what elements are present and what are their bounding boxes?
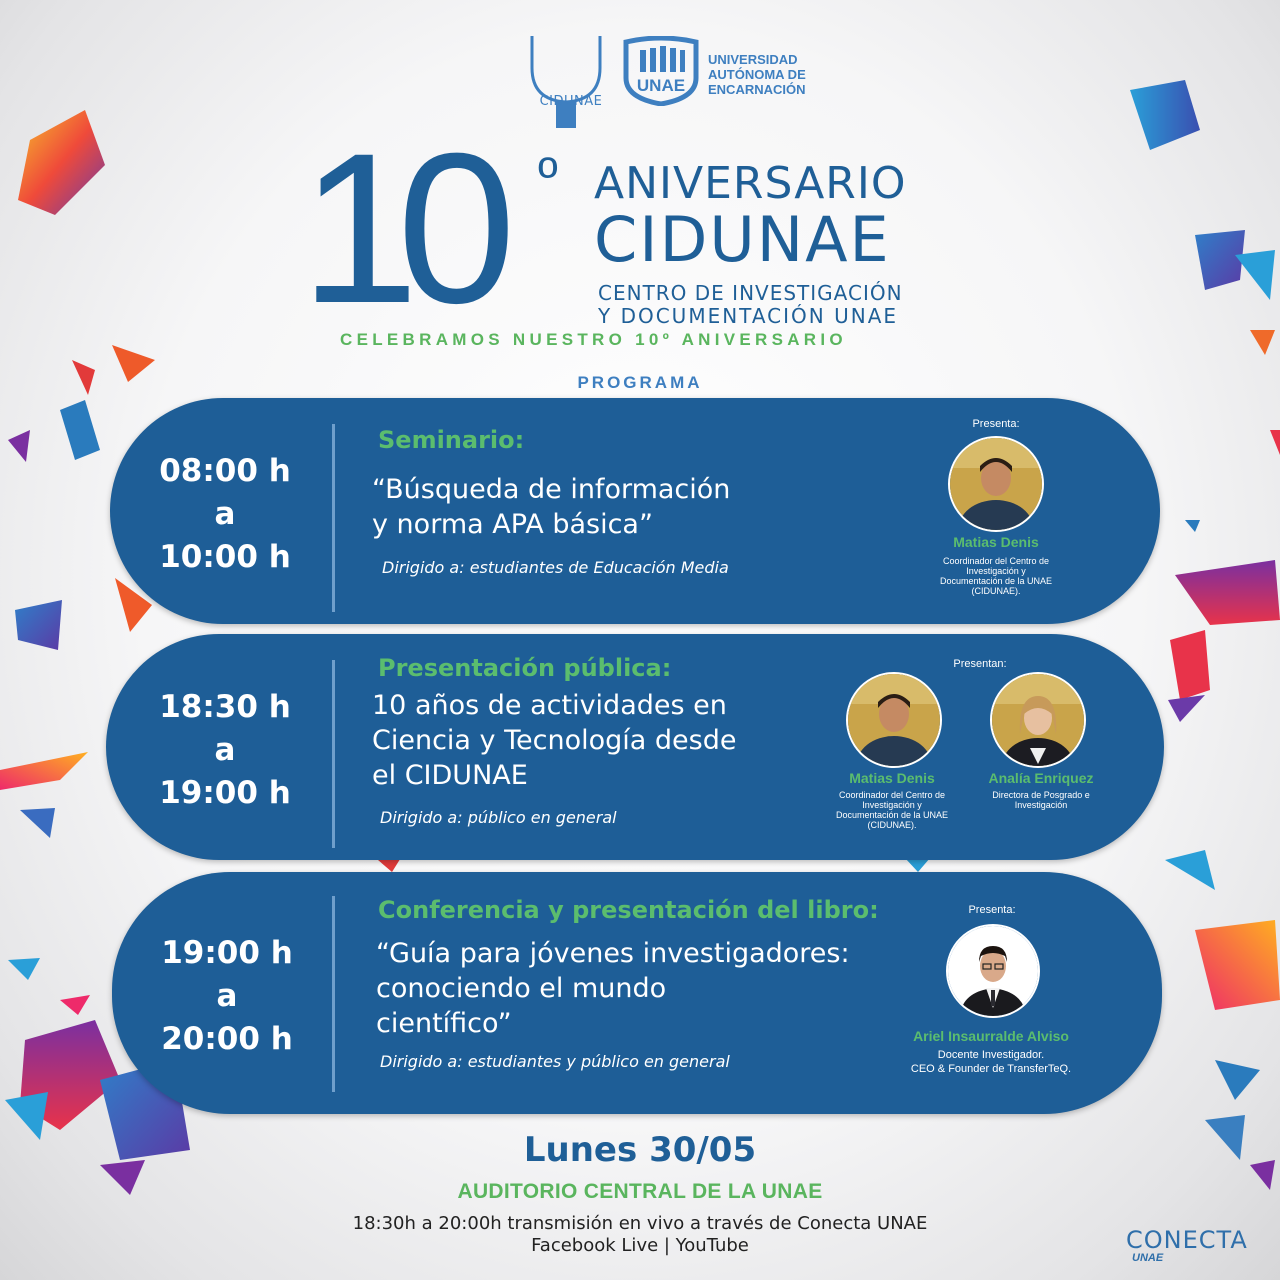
event-card-seminario [110, 398, 1160, 624]
conecta-logo-sub: UNAE [1132, 1252, 1164, 1264]
presenter-role: Directora de Posgrado e Investigación [992, 790, 1090, 810]
description-line: el CIDUNAE [372, 760, 528, 791]
unae-shield-text: UNAE [636, 76, 686, 95]
stream-info: 18:30h a 20:00h transmisión en vivo a través de Conecta UNAE [352, 1213, 928, 1234]
event-card-presentacion [106, 634, 1164, 860]
presenter-avatar [946, 924, 1040, 1018]
cidunae-logo-text: CIDUNAE [539, 94, 603, 109]
event-audience: Dirigido a: estudiantes de Educación Media [382, 558, 729, 577]
person-photo-icon [950, 438, 1042, 530]
person-photo-icon [948, 926, 1038, 1016]
celebration-tagline: CELEBRAMOS NUESTRO 10º ANIVERSARIO [340, 330, 847, 349]
time-separator: a [216, 978, 238, 1014]
presenta-label: Presenta: [968, 904, 1016, 916]
divider [332, 424, 335, 612]
time-start: 18:30 h [159, 689, 291, 725]
description-line: Ciencia y Tecnología desde [372, 725, 737, 756]
divider [332, 660, 335, 848]
title-documentacion: Y DOCUMENTACIÓN UNAE [598, 304, 899, 328]
event-venue: AUDITORIO CENTRAL DE LA UNAE [457, 1180, 823, 1203]
event-description [372, 472, 730, 542]
university-line-1: UNIVERSIDAD [708, 52, 798, 67]
description-line: y norma APA básica” [372, 509, 653, 540]
title-aniversario: ANIVERSARIO [594, 158, 907, 209]
presenter-role: Coordinador del Centro de Investigación y Documentación de la UNAE (CIDUNAE). [835, 790, 949, 830]
time-end: 20:00 h [161, 1021, 293, 1057]
presenter-avatar [990, 672, 1086, 768]
time-end: 19:00 h [159, 775, 291, 811]
presenta-label: Presenta: [972, 418, 1020, 430]
unae-shield-icon [618, 36, 704, 106]
presenter-name: Matias Denis [849, 770, 935, 786]
event-audience: Dirigido a: público en general [380, 808, 617, 827]
university-line-2: AUTÓNOMA DE [708, 67, 806, 82]
time-start: 08:00 h [159, 453, 291, 489]
description-line: 10 años de actividades en [372, 690, 727, 721]
description-line: “Guía para jóvenes investigadores: [376, 938, 850, 969]
person-photo-icon [992, 674, 1084, 766]
event-date: Lunes 30/05 [523, 1130, 757, 1170]
university-line-3: ENCARNACIÓN [708, 82, 806, 97]
title-centro: CENTRO DE INVESTIGACIÓN [598, 281, 903, 305]
presenta-label: Presentan: [953, 658, 1007, 670]
event-time [110, 686, 340, 815]
event-time [110, 450, 340, 579]
conecta-logo: CONECTA [1126, 1226, 1248, 1254]
event-card-conferencia [112, 872, 1162, 1114]
description-line: científico” [376, 1008, 512, 1039]
event-time [112, 932, 342, 1061]
time-separator: a [214, 732, 236, 768]
presenter-name: Matias Denis [953, 534, 1039, 550]
cidunae-logo [520, 30, 612, 130]
presenter-role: Docente Investigador. CEO & Founder de TransferTeQ. [910, 1049, 1072, 1075]
event-audience: Dirigido a: estudiantes y público en general [380, 1052, 730, 1071]
person-photo-icon [848, 674, 940, 766]
presenter-name: Analía Enriquez [988, 770, 1094, 786]
programa-label: PROGRAMA [577, 373, 703, 392]
event-description [376, 936, 850, 1041]
degree-symbol: º [538, 147, 558, 207]
big-number-ten: 10 [300, 109, 495, 348]
event-heading: Seminario: [378, 426, 525, 454]
event-description [372, 688, 736, 793]
presenter-role: Coordinador del Centro de Investigación y Documentación de la UNAE (CIDUNAE). [939, 556, 1053, 596]
presenter-name: Ariel Insaurralde Alviso [913, 1028, 1069, 1044]
divider [332, 896, 335, 1092]
university-name [708, 52, 838, 97]
time-end: 10:00 h [159, 539, 291, 575]
event-heading: Presentación pública: [378, 654, 672, 682]
title-cidunae: CIDUNAE [594, 203, 891, 276]
description-line: “Búsqueda de información [372, 474, 731, 505]
stream-platforms: Facebook Live | YouTube [531, 1235, 749, 1256]
presenter-avatar [846, 672, 942, 768]
event-heading: Conferencia y presentación del libro: [378, 896, 879, 924]
description-line: conociendo el mundo [376, 973, 667, 1004]
time-start: 19:00 h [161, 935, 293, 971]
presenter-avatar [948, 436, 1044, 532]
time-separator: a [214, 496, 236, 532]
